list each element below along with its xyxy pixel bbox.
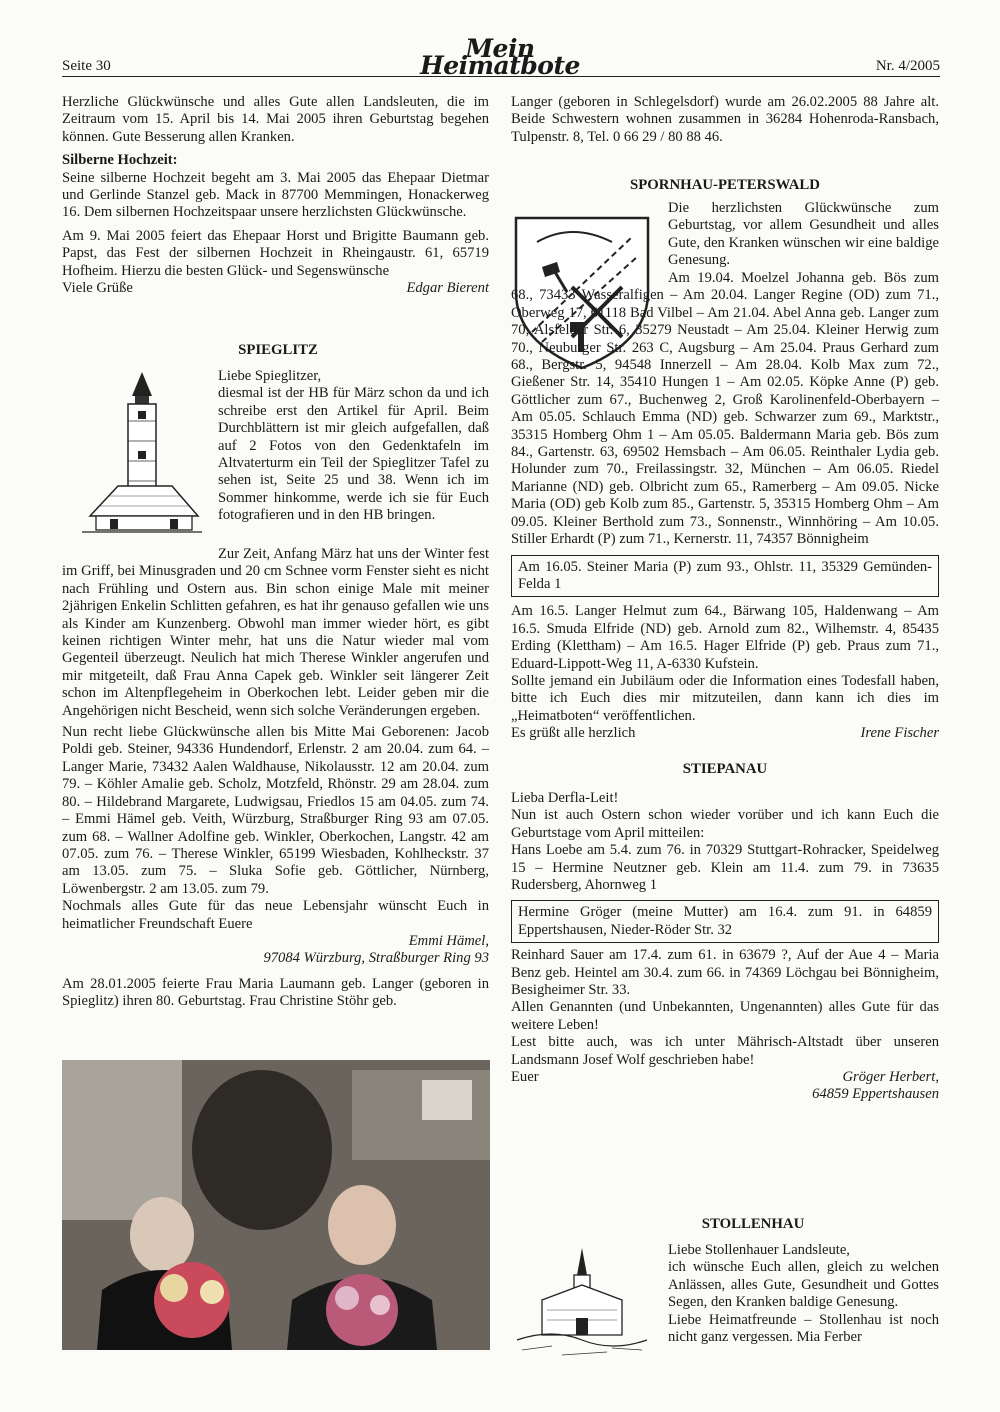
spornhau-main-block <box>511 270 939 1104</box>
stiepanau-paragraph-1: Nun ist auch Ostern schon wieder vorüber und ich kann Euch die Geburtstage vom April mitteilen: <box>511 807 939 841</box>
spieglitz-main-block <box>62 546 489 1011</box>
spieglitz-author: Emmi Hämel, <box>408 932 489 949</box>
stollenhau-salutation: Liebe Stollenhauer Landsleute, <box>668 1242 850 1258</box>
silver-wedding-heading: Silberne Hochzeit: <box>62 152 178 169</box>
page-number: Seite 30 <box>62 58 111 74</box>
spornhau-signature <box>511 725 939 742</box>
stiepanau-birthdays: Hans Loebe am 5.4. zum 76. in 70329 Stuttgart-Rohracker, Speidelweg 15 – Hermine Neutzner geb. Klein am 11.4. zum 79. in 73635 Rudersberg, Ahornweg 1 <box>511 842 939 893</box>
spieglitz-birthdays: Nun recht liebe Glückwünsche allen bis Mitte Mai Geborenen: Jacob Poldi geb. Steiner, 94336 Hundendorf, Erlenstr. 2 am 20.04. zum 64. – Langer Marie, 73432 Aalen Waldhause, Nikolausstr. 12 am 20.04. zum 79. – Köhler Amalie geb. Scholz, Motzfeld, Rhönstr. 29 am 28.04. zum 80. – Hildebrand Margarete, Ludwigsau, Friedlos 15 am 04.05. zum 74. – Emmi Hämel geb. Veith, Würzburg, Straßburger Ring 93 am 07.05. zum 68. – Wallner Adolfine geb. Winkler, Oberkochen, Langstr. 42 am 07.05. zum 76. – Therese Winkler, 65199 Wiesbaden, Kohlheckstr. 37 am 13.05. zum 75. – Sluka Sofie geb. Göttlicher, Nürnberg, Löwenbergstr. 2 am 13.05. zum 79. <box>62 724 489 897</box>
spornhau-paragraph-1: Die herzlichsten Glückwünsche zum Geburtstag, vor allem Gesundheit und alles Gute, den Kranken wünschen wir eine baldige Genesung. <box>668 200 939 269</box>
spieglitz-paragraph-1: diesmal ist der HB für März schon da und ich schreibe erst den Artikel für April. Beim Durchblättern ist mir gleich aufgefallen, daß auf 2 Fotos von den Gedenktafeln im Altvaterturm ein Teil der Spieglitzer Tafel zu sehen ist, Seite 25 und 38. Wenn ich im Sommer hinkomme, werde ich sie für Euch fotografieren und in den HB bringen. <box>218 385 489 524</box>
stollenhau-heading: STOLLENHAU <box>701 1216 805 1232</box>
spieglitz-address: 97084 Würzburg, Straßburger Ring 93 <box>263 950 489 967</box>
stiepanau-highlight-box <box>511 900 939 943</box>
stollenhau-paragraph-2: Liebe Heimatfreunde – Stollenhau ist noch nicht ganz vergessen. Mia Ferber <box>668 1311 939 1346</box>
stiepanau-heading: STIEPANAU <box>682 760 768 777</box>
stiepanau-greeting: Euer <box>511 1069 539 1086</box>
spornhau-notice: Sollte jemand ein Jubiläum oder die Information eines Todesfall haben, bitte ich Euch dies mir mitzuteilen, dann kann ich dies im „Heimatboten“ veröffentlichen. <box>511 672 939 724</box>
tower-illustration <box>80 366 205 536</box>
stollenhau-block <box>668 1242 939 1346</box>
stiepanau-salutation: Lieba Derfla-Leit! <box>511 789 619 806</box>
stiepanau-birthdays-2: Reinhard Sauer am 17.4. zum 61. in 63679 ?, Auf der Aue 4 – Maria Benz geb. Heintel am 30.4. zum 66. in 74369 Löchgau bei Bönnigheim, Besigheimer Str. 33. <box>511 947 939 999</box>
right-column-top <box>511 94 939 146</box>
laumann-paragraph: Am 28.01.2005 feierte Frau Maria Laumann geb. Langer (geboren in Spieglitz) ihren 80. Geburtstag. Frau Christine Stöhr geb. <box>62 975 489 1010</box>
spornhau-heading: SPORNHAU-PETERSWALD <box>630 177 820 193</box>
silver-wedding-paragraph-2: Am 9. Mai 2005 feiert das Ehepaar Horst und Brigitte Baumann geb. Papst, das Fest der silbernen Hochzeit in Rheingaustr. 61, 65719 Hofheim. Hierzu die besten Glück- und Segenswünsche <box>62 227 489 279</box>
left-column-top <box>62 94 489 297</box>
spornhau-author: Irene Fischer <box>860 725 939 742</box>
photo-illustration <box>62 1060 490 1350</box>
spieglitz-salutation: Liebe Spieglitzer, <box>218 368 322 384</box>
stiepanau-wishes: Allen Genannten (und Unbekannten, Ungenannten) alles Gute für das weitere Leben! <box>511 999 939 1033</box>
spornhau-highlight-text: Am 16.05. Steiner Maria (P) zum 93., Ohlstr. 11, 35329 Gemünden-Felda 1 <box>518 558 932 592</box>
stiepanau-address: 64859 Eppertshausen <box>812 1086 939 1103</box>
langer-continuation: Langer (geboren in Schlegelsdorf) wurde am 26.02.2005 88 Jahre alt. Beide Schwestern wohnen zusammen in 36284 Hohenroda-Ransbach, Tulpenstr. 8, Tel. 0 66 29 / 80 88 46. <box>511 94 939 145</box>
spornhau-birthdays-2: Am 16.5. Langer Helmut zum 64., Bärwang 105, Haldenwang – Am 16.5. Smuda Elfride (ND) geb. Arnold zum 82., Wilhemstr. 4, 85435 Erding (Klettham) – Am 16.5. Hager Elfride (P) geb. Praus zum 71., Eduard-Lippott-Weg 11, A-6330 Kufstein. <box>511 603 939 672</box>
issue-number: Nr. 4/2005 <box>875 58 940 74</box>
newspaper-title: Mein Heimatbote <box>420 34 580 81</box>
birthday-photo <box>62 1060 490 1350</box>
spornhau-intro-block <box>668 200 939 270</box>
spieglitz-closing: Nochmals alles Gute für das neue Lebensjahr wünscht Euch in heimatlicher Freundschaft Euere <box>62 898 489 932</box>
stiepanau-highlight-text: Hermine Gröger (meine Mutter) am 16.4. zum 91. in 64859 Eppertshausen, Nieder-Röder Str. 32 <box>518 904 932 938</box>
spieglitz-intro-block <box>218 368 489 525</box>
stollenhau-paragraph-1: ich wünsche Euch allen, gleich zu welchen Anlässen, alles Gute, Gesundheit und Gottes Segen, den Kranken baldige Genesung. <box>668 1259 939 1311</box>
spieglitz-heading: SPIEGLITZ <box>238 342 318 358</box>
stiepanau-signature <box>511 1069 939 1086</box>
silver-wedding-paragraph-1: Seine silberne Hochzeit begeht am 3. Mai 2005 das Ehepaar Dietmar und Gerlinde Stanzel geb. Mack in 87700 Memmingen, Honackerweg 16. Dem silbernen Hochzeitspaar unsere herzlichsten Glückwünsche. <box>62 169 489 221</box>
chapel-illustration <box>512 1240 652 1370</box>
silver-greeting: Viele Grüße <box>62 280 133 297</box>
stiepanau-author: Gröger Herbert, <box>842 1069 939 1086</box>
spornhau-greeting: Es grüßt alle herzlich <box>511 725 636 742</box>
header-rule <box>62 76 940 77</box>
spornhau-highlight-box <box>511 555 939 598</box>
spornhau-birthdays: Am 19.04. Moelzel Johanna geb. Bös zum 68., 73433 Wasseralfigen – Am 20.04. Langer Regine (OD) zum 71., Oberweg 17, 61118 Bad Vilbel – Am 21.04. Abel Anna geb. Langer zum 70, Alsfelder Str. 6, 35279 Neustadt – Am 25.04. Kleiner Herwig zum 70., Neuburger Str. 263 C, Augsburg – Am 25.04. Praus Gerhard zum 68., Bergstr. 5, 94548 Innerzell – Am 28.04. Kolb Max zum 72., Gießener Str. 14, 35410 Hungen 1 – Am 02.05. Köpke Anne (P) geb. Göttlicher zum 67., Buchenweg 2, Groß Karolinenfeld-Oberbayern – Am 05.05. Schlauch Emma (ND) geb. Schwarzer zum 69., Marktstr., 35315 Homberg Ohm 1 – Am 05.05. Baldermann Maria geb. Bös zum 84., Gartenstr. 63, 69502 Hemsbach – Am 06.05. Reinthaler Lydia geb. Holunder zum 70., Freilassingstr. 32, München – Am 06.05. Riedel Marianne (ND) geb. Olbricht zum 65., Ramerberg – Am 09.05. Nicke Maria (OD) geb Kolb zum 85., Gartenstr. 5, 35315 Homberg Ohm – Am 09.05. Kleiner Berthold zum 73., Sonnenstr., Winnhöring – Am 10.05. Stiller Erhardt (P) zum 71., Kernerstr. 11, 74357 Bönnigheim <box>511 270 939 548</box>
silver-wedding-signature <box>62 280 489 297</box>
spieglitz-paragraph-2: Zur Zeit, Anfang März hat uns der Winter fest im Griff, bei Minusgraden und 20 cm Schnee vorm Fenster sieht es nicht nach Frühling und Ostern aus. Bin schon einige Male mit meiner 2jährigen Enkelin Schlitten gefahren, es hat ihr genauso gefallen wie uns als Kinder am Kunzenberg. Obwohl man immer wieder hört, es gibt keinen richtigen Winter mehr, hat uns die Natur wieder mal vom Gegenteil überzeugt. Neulich hat mich Therese Winkler angerufen und mir mitgeteilt, daß Frau Anna Capek geb. Winkler seit längerer Zeit schon im Altenpflegeheim in Oberkochen lebt. Leider geben mir die Angehörigen nicht Bescheid, wenn sich solche Veränderungen ergeben. <box>62 546 489 719</box>
intro-paragraph: Herzliche Glückwünsche und alles Gute allen Landsleuten, die im Zeitraum vom 15. April bis 14. Mai 2005 ihren Geburtstag begehen können. Gute Besserung allen Kranken. <box>62 94 489 145</box>
silver-author: Edgar Bierent <box>406 280 489 297</box>
stiepanau-note: Lest bitte auch, was ich unter Mährisch-Altstadt über unseren Landsmann Josef Wolf geschrieben habe! <box>511 1034 939 1068</box>
